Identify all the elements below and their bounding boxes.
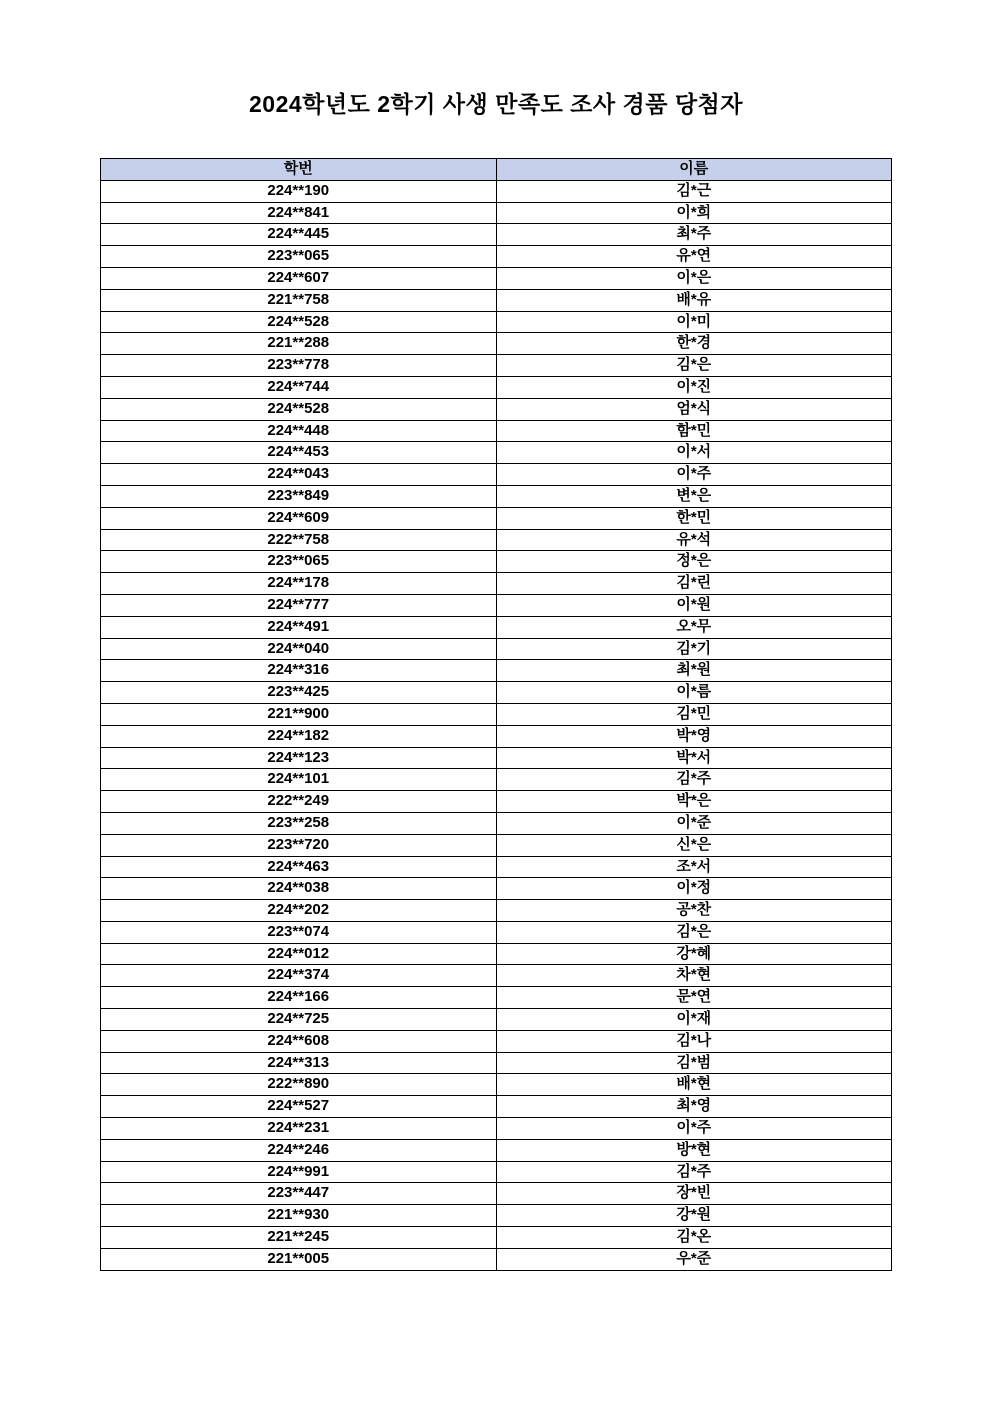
student-id-cell: 223**778 — [101, 355, 497, 377]
student-id-cell: 221**930 — [101, 1205, 497, 1227]
name-cell: 김*기 — [496, 638, 892, 660]
table-row — [101, 311, 892, 333]
name-cell: 공*찬 — [496, 900, 892, 922]
name-cell: 오*무 — [496, 616, 892, 638]
student-id-cell: 224**190 — [101, 180, 497, 202]
table-row — [101, 660, 892, 682]
table-row — [101, 616, 892, 638]
table-row — [101, 834, 892, 856]
name-cell: 유*석 — [496, 529, 892, 551]
student-id-cell: 224**182 — [101, 725, 497, 747]
name-cell: 문*연 — [496, 987, 892, 1009]
table-row — [101, 1205, 892, 1227]
table-row — [101, 289, 892, 311]
name-cell: 엄*식 — [496, 398, 892, 420]
student-id-cell: 224**012 — [101, 943, 497, 965]
name-cell: 이*주 — [496, 464, 892, 486]
student-id-cell: 224**043 — [101, 464, 497, 486]
table-row — [101, 224, 892, 246]
table-row — [101, 333, 892, 355]
name-cell: 이*미 — [496, 311, 892, 333]
table-row — [101, 1074, 892, 1096]
student-id-cell: 223**074 — [101, 921, 497, 943]
name-cell: 배*현 — [496, 1074, 892, 1096]
student-id-cell: 224**101 — [101, 769, 497, 791]
student-id-cell: 224**744 — [101, 376, 497, 398]
table-row — [101, 747, 892, 769]
student-id-cell: 224**448 — [101, 420, 497, 442]
student-id-cell: 224**038 — [101, 878, 497, 900]
table-row — [101, 485, 892, 507]
table-row — [101, 703, 892, 725]
table-row — [101, 1096, 892, 1118]
student-id-cell: 224**178 — [101, 573, 497, 595]
student-id-cell: 224**991 — [101, 1161, 497, 1183]
table-row — [101, 507, 892, 529]
table-row — [101, 1030, 892, 1052]
student-id-cell: 224**166 — [101, 987, 497, 1009]
name-cell: 변*은 — [496, 485, 892, 507]
table-row — [101, 442, 892, 464]
name-cell: 박*은 — [496, 791, 892, 813]
name-cell: 장*빈 — [496, 1183, 892, 1205]
name-cell: 이*재 — [496, 1009, 892, 1031]
name-cell: 이*주 — [496, 1118, 892, 1140]
table-row — [101, 921, 892, 943]
student-id-cell: 224**841 — [101, 202, 497, 224]
name-cell: 유*연 — [496, 246, 892, 268]
student-id-cell: 223**065 — [101, 551, 497, 573]
table-row — [101, 1183, 892, 1205]
name-cell: 방*현 — [496, 1139, 892, 1161]
student-id-cell: 224**608 — [101, 1030, 497, 1052]
student-id-cell: 224**463 — [101, 856, 497, 878]
name-cell: 차*현 — [496, 965, 892, 987]
table-row — [101, 769, 892, 791]
table-row — [101, 638, 892, 660]
name-cell: 이*름 — [496, 682, 892, 704]
name-cell: 함*민 — [496, 420, 892, 442]
name-cell: 김*범 — [496, 1052, 892, 1074]
student-id-cell: 224**491 — [101, 616, 497, 638]
student-id-cell: 224**316 — [101, 660, 497, 682]
student-id-cell: 224**609 — [101, 507, 497, 529]
table-row — [101, 551, 892, 573]
name-cell: 한*민 — [496, 507, 892, 529]
table-row — [101, 180, 892, 202]
student-id-cell: 221**245 — [101, 1227, 497, 1249]
student-id-cell: 224**528 — [101, 398, 497, 420]
student-id-cell: 222**890 — [101, 1074, 497, 1096]
name-cell: 박*영 — [496, 725, 892, 747]
winner-table — [100, 158, 892, 1271]
name-cell: 이*서 — [496, 442, 892, 464]
table-row — [101, 1009, 892, 1031]
table-row — [101, 987, 892, 1009]
student-id-cell: 223**065 — [101, 246, 497, 268]
name-cell: 이*희 — [496, 202, 892, 224]
page-title: 2024학년도 2학기 사생 만족도 조사 경품 당첨자 — [248, 91, 743, 117]
name-cell: 강*원 — [496, 1205, 892, 1227]
name-cell: 정*은 — [496, 551, 892, 573]
table-row — [101, 267, 892, 289]
table-row — [101, 355, 892, 377]
student-id-cell: 223**447 — [101, 1183, 497, 1205]
student-id-cell: 224**445 — [101, 224, 497, 246]
table-row — [101, 812, 892, 834]
name-cell: 김*민 — [496, 703, 892, 725]
table-row — [101, 376, 892, 398]
column-header-student-id: 학번 — [101, 159, 497, 181]
name-cell: 조*서 — [496, 856, 892, 878]
student-id-cell: 224**777 — [101, 594, 497, 616]
name-cell: 이*원 — [496, 594, 892, 616]
name-cell: 배*유 — [496, 289, 892, 311]
name-cell: 박*서 — [496, 747, 892, 769]
table-row — [101, 725, 892, 747]
table-row — [101, 682, 892, 704]
name-cell: 최*영 — [496, 1096, 892, 1118]
table-row — [101, 1227, 892, 1249]
name-cell: 한*경 — [496, 333, 892, 355]
table-row — [101, 878, 892, 900]
student-id-cell: 224**453 — [101, 442, 497, 464]
table-row — [101, 573, 892, 595]
name-cell: 이*정 — [496, 878, 892, 900]
name-cell: 이*은 — [496, 267, 892, 289]
student-id-cell: 224**040 — [101, 638, 497, 660]
table-row — [101, 246, 892, 268]
student-id-cell: 223**258 — [101, 812, 497, 834]
name-cell: 강*혜 — [496, 943, 892, 965]
table-row — [101, 398, 892, 420]
student-id-cell: 223**849 — [101, 485, 497, 507]
table-row — [101, 594, 892, 616]
name-cell: 최*주 — [496, 224, 892, 246]
table-row — [101, 529, 892, 551]
name-cell: 김*주 — [496, 769, 892, 791]
student-id-cell: 224**246 — [101, 1139, 497, 1161]
student-id-cell: 224**527 — [101, 1096, 497, 1118]
table-row — [101, 965, 892, 987]
student-id-cell: 221**288 — [101, 333, 497, 355]
student-id-cell: 224**374 — [101, 965, 497, 987]
name-cell: 김*은 — [496, 355, 892, 377]
student-id-cell: 223**425 — [101, 682, 497, 704]
name-cell: 최*원 — [496, 660, 892, 682]
student-id-cell: 224**607 — [101, 267, 497, 289]
student-id-cell: 224**123 — [101, 747, 497, 769]
name-cell: 우*준 — [496, 1248, 892, 1270]
student-id-cell: 224**231 — [101, 1118, 497, 1140]
table-row — [101, 943, 892, 965]
name-cell: 신*은 — [496, 834, 892, 856]
name-cell: 김*온 — [496, 1227, 892, 1249]
student-id-cell: 221**900 — [101, 703, 497, 725]
table-row — [101, 900, 892, 922]
student-id-cell: 221**005 — [101, 1248, 497, 1270]
column-header-name: 이름 — [496, 159, 892, 181]
table-row — [101, 856, 892, 878]
table-row — [101, 420, 892, 442]
student-id-cell: 221**758 — [101, 289, 497, 311]
student-id-cell: 222**758 — [101, 529, 497, 551]
name-cell: 이*진 — [496, 376, 892, 398]
table-row — [101, 1052, 892, 1074]
student-id-cell: 222**249 — [101, 791, 497, 813]
table-row — [101, 1139, 892, 1161]
table-row — [101, 1118, 892, 1140]
table-row — [101, 202, 892, 224]
name-cell: 김*린 — [496, 573, 892, 595]
name-cell: 김*은 — [496, 921, 892, 943]
student-id-cell: 224**725 — [101, 1009, 497, 1031]
name-cell: 이*준 — [496, 812, 892, 834]
table-row — [101, 1161, 892, 1183]
table-body — [101, 180, 892, 1270]
student-id-cell: 224**528 — [101, 311, 497, 333]
name-cell: 김*주 — [496, 1161, 892, 1183]
student-id-cell: 224**313 — [101, 1052, 497, 1074]
table-row — [101, 1248, 892, 1270]
name-cell: 김*나 — [496, 1030, 892, 1052]
table-row — [101, 464, 892, 486]
table-header-row — [101, 159, 892, 181]
name-cell: 김*근 — [496, 180, 892, 202]
student-id-cell: 223**720 — [101, 834, 497, 856]
student-id-cell: 224**202 — [101, 900, 497, 922]
table-row — [101, 791, 892, 813]
